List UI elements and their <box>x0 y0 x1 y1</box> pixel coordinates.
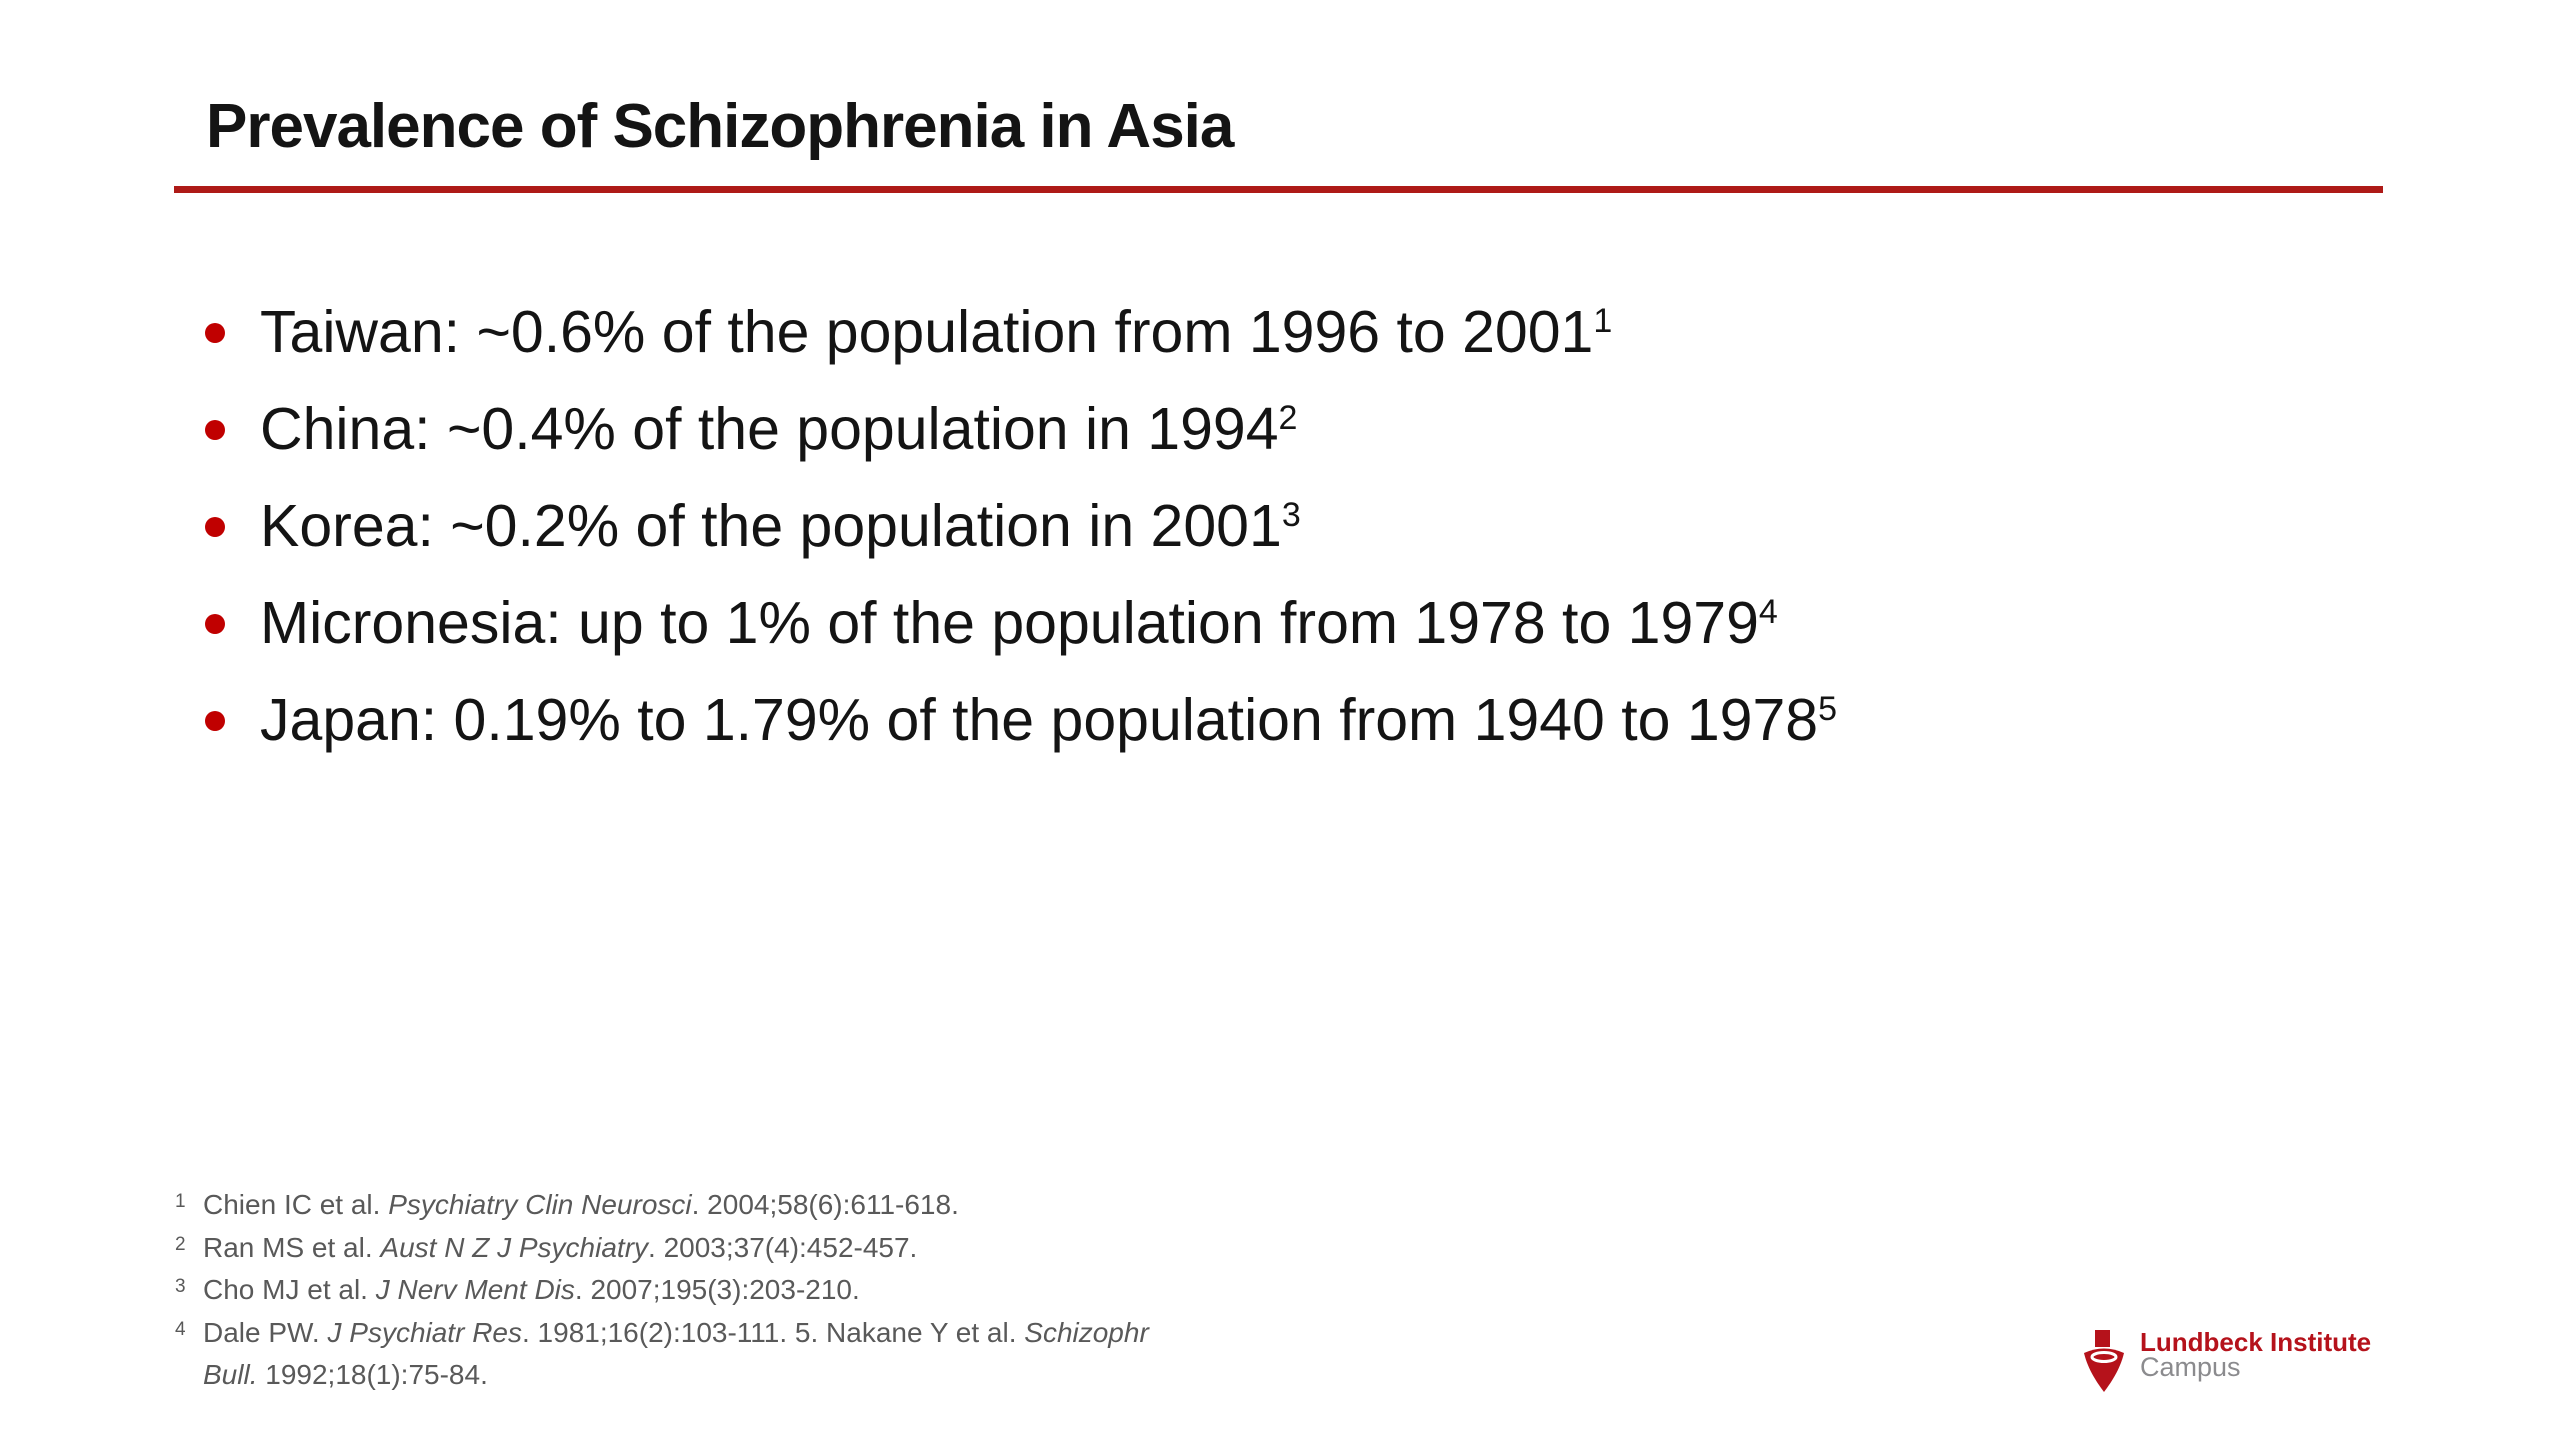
citation-superscript: 4 <box>1758 593 1778 631</box>
title-underline-rule <box>174 186 2383 193</box>
bullet-text: Korea: ~0.2% of the population in 2001 <box>260 493 1282 559</box>
footnote <box>175 1229 1149 1272</box>
footnote-journal: Schizophr <box>1024 1316 1149 1348</box>
footnote-text: . 2007;195(3):203-210. <box>574 1274 860 1305</box>
footnote-superscript: 1 <box>175 1191 186 1212</box>
footnote-text: 1992;18(1):75-84. <box>257 1359 488 1390</box>
footnote-text: Dale PW. <box>203 1316 328 1348</box>
bullet-dot-icon <box>205 420 225 440</box>
logo-sub-text: Campus <box>2140 1352 2241 1382</box>
list-item <box>205 381 1837 478</box>
bullet-text: Micronesia: up to 1% of the population from 1978 to 1979 <box>260 590 1759 656</box>
bullet-dot-icon <box>205 614 225 634</box>
list-item <box>205 575 1837 672</box>
footnote <box>175 1314 1149 1395</box>
list-item <box>205 478 1837 575</box>
bullet-list <box>205 284 1837 769</box>
footnote-text: . 2003;37(4):452-457. <box>648 1231 918 1263</box>
footnote-superscript: 4 <box>175 1318 186 1340</box>
lundbeck-logo <box>2084 1326 2371 1394</box>
citation-superscript: 2 <box>1278 399 1298 437</box>
footnote-superscript: 2 <box>175 1233 186 1255</box>
footnote-text: Chien IC et al. <box>203 1189 389 1220</box>
bullet-text: China: ~0.4% of the population in 1994 <box>260 396 1279 462</box>
page-title: Prevalence of Schizophrenia in Asia <box>206 92 1234 161</box>
citation-superscript: 5 <box>1818 690 1838 728</box>
footnotes-block <box>175 1186 1149 1395</box>
citation-superscript: 1 <box>1593 302 1613 340</box>
logo-brand-text: Lundbeck Institute <box>2140 1327 2372 1357</box>
bullet-dot-icon <box>205 517 225 537</box>
bullet-text: Japan: 0.19% to 1.79% of the population from 1940 to 1978 <box>260 687 1819 753</box>
bullet-dot-icon <box>205 323 225 343</box>
footnote-journal: Aust N Z J Psychiatry <box>380 1231 649 1263</box>
footnote-text: Cho MJ et al. <box>203 1274 376 1305</box>
bullet-text: Taiwan: ~0.6% of the population from 1996 to 2001 <box>260 299 1594 365</box>
citation-superscript: 3 <box>1281 496 1301 534</box>
footnote-text: . 2004;58(6):611-618. <box>691 1189 959 1220</box>
footnote-journal: Psychiatry Clin Neurosci <box>388 1189 692 1220</box>
footnote-journal: J Psychiatr Res <box>327 1316 522 1348</box>
footnote-superscript: 3 <box>175 1276 186 1297</box>
list-item <box>205 672 1837 769</box>
list-item <box>205 284 1837 381</box>
footnote <box>175 1186 1149 1229</box>
logo-text-block <box>2140 1326 2371 1380</box>
footnote-text: Ran MS et al. <box>203 1231 381 1263</box>
footnote-journal: J Nerv Ment Dis <box>375 1274 575 1305</box>
footnote-journal: Bull. <box>203 1359 258 1390</box>
footnote-text: . 1981;16(2):103-111. 5. Nakane Y et al. <box>521 1316 1025 1348</box>
lundbeck-logo-icon <box>2084 1330 2126 1394</box>
bullet-dot-icon <box>205 711 225 731</box>
footnote <box>175 1271 1149 1314</box>
